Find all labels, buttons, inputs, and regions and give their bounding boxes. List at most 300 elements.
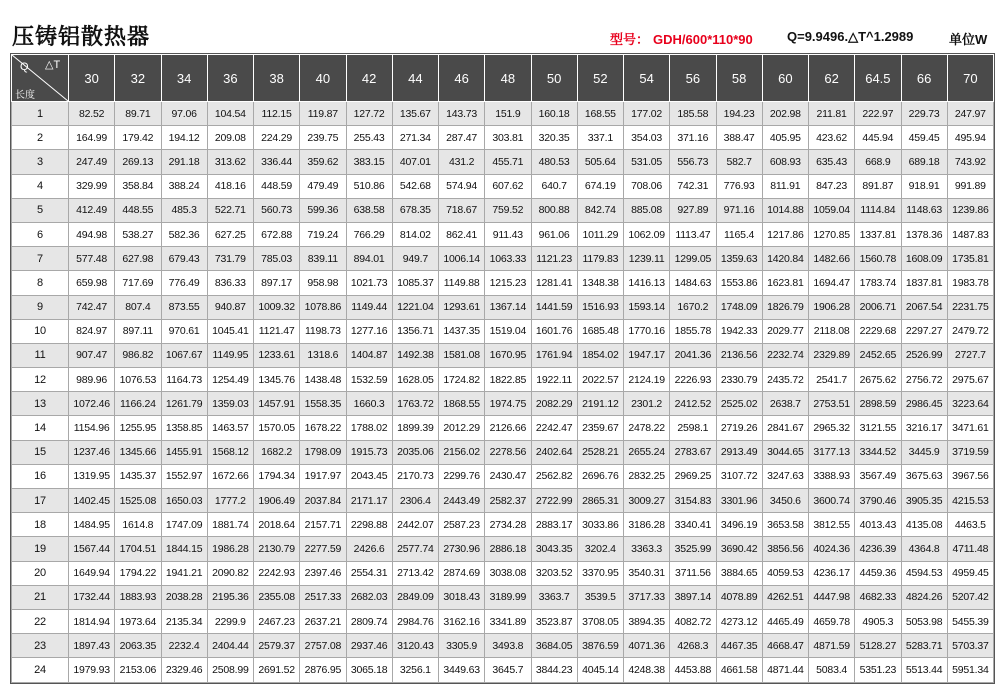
heat-value-cell: 229.73 [901,102,947,126]
heat-value-cell: 1685.48 [577,319,623,343]
heat-value-cell: 2757.08 [300,634,346,658]
heat-value-cell: 1525.08 [115,489,161,513]
heat-value-cell: 494.98 [69,222,115,246]
heat-value-cell: 4082.72 [670,609,716,633]
heat-value-cell: 522.71 [207,198,253,222]
row-length-cell: 16 [12,464,69,488]
row-length-cell: 24 [12,658,69,682]
heat-value-cell: 4905.3 [855,609,901,633]
heat-value-cell: 3600.74 [809,489,855,513]
heat-value-cell: 1761.94 [531,343,577,367]
page-title: 压铸铝散热器 [12,24,151,49]
heat-value-cell: 776.49 [161,271,207,295]
table-row [12,368,994,392]
heat-value-cell: 1404.87 [346,343,392,367]
heat-value-cell: 560.73 [254,198,300,222]
table-row [12,464,994,488]
heat-value-cell: 2730.96 [439,537,485,561]
heat-value-cell: 1822.85 [485,368,531,392]
heat-value-cell: 2675.62 [855,368,901,392]
heat-value-cell: 1059.04 [809,198,855,222]
heat-value-cell: 949.7 [392,247,438,271]
heat-value-cell: 1614.8 [115,513,161,537]
heat-value-cell: 4871.59 [809,634,855,658]
heat-value-cell: 1402.45 [69,489,115,513]
heat-value-cell: 1261.79 [161,392,207,416]
row-length-cell: 6 [12,222,69,246]
column-header-delta-t: 52 [577,55,623,102]
heat-value-cell: 1777.2 [207,489,253,513]
heat-value-cell: 2412.52 [670,392,716,416]
heat-value-cell: 2809.74 [346,609,392,633]
row-length-cell: 12 [12,368,69,392]
heat-value-cell: 320.35 [531,126,577,150]
heat-value-cell: 2082.29 [531,392,577,416]
model-info [610,29,753,48]
heat-value-cell: 1215.23 [485,271,531,295]
heat-value-cell: 627.25 [207,222,253,246]
heat-value-cell: 4236.17 [809,561,855,585]
heat-value-cell: 1337.81 [855,222,901,246]
table-row [12,222,994,246]
heat-value-cell: 3223.64 [947,392,993,416]
heat-value-cell: 164.99 [69,126,115,150]
heat-value-cell: 185.58 [670,102,716,126]
heat-value-cell: 4594.53 [901,561,947,585]
heat-value-cell: 1694.47 [809,271,855,295]
heat-value-cell: 1217.86 [762,222,808,246]
table-body [12,102,994,683]
heat-value-cell: 2157.71 [300,513,346,537]
heat-value-cell: 940.87 [207,295,253,319]
heat-value-cell: 907.47 [69,343,115,367]
heat-value-cell: 3344.52 [855,440,901,464]
heat-value-cell: 388.47 [716,126,762,150]
heat-value-cell: 1179.83 [577,247,623,271]
heat-value-cell: 329.99 [69,174,115,198]
heat-value-cell: 2232.4 [161,634,207,658]
heat-value-cell: 2226.93 [670,368,716,392]
column-header-delta-t: 70 [947,55,993,102]
heat-value-cell: 3567.49 [855,464,901,488]
heat-value-cell: 1979.93 [69,658,115,682]
heat-value-cell: 3450.6 [762,489,808,513]
column-header-delta-t: 36 [207,55,253,102]
heat-value-cell: 719.24 [300,222,346,246]
heat-value-cell: 1798.09 [300,440,346,464]
heat-value-cell: 2404.44 [207,634,253,658]
heat-value-cell: 1359.63 [716,247,762,271]
heat-value-cell: 168.55 [577,102,623,126]
row-length-cell: 18 [12,513,69,537]
heat-value-cell: 2278.56 [485,440,531,464]
row-length-cell: 3 [12,150,69,174]
row-length-cell: 9 [12,295,69,319]
column-header-delta-t: 42 [346,55,392,102]
heat-value-cell: 2756.72 [901,368,947,392]
heat-value-cell: 112.15 [254,102,300,126]
heat-value-cell: 445.94 [855,126,901,150]
heat-value-cell: 1299.05 [670,247,716,271]
heat-value-cell: 151.9 [485,102,531,126]
heat-value-cell: 3897.14 [670,585,716,609]
heat-value-cell: 4467.35 [716,634,762,658]
heat-value-cell: 2841.67 [762,416,808,440]
heat-value-cell: 1593.14 [624,295,670,319]
row-length-cell: 17 [12,489,69,513]
heat-value-cell: 659.98 [69,271,115,295]
heat-value-cell: 3812.55 [809,513,855,537]
heat-value-cell: 179.42 [115,126,161,150]
heat-value-cell: 2937.46 [346,634,392,658]
heat-value-cell: 1553.86 [716,271,762,295]
heat-value-cell: 423.62 [809,126,855,150]
table-row [12,295,994,319]
row-length-cell: 5 [12,198,69,222]
heat-value-cell: 418.16 [207,174,253,198]
heat-value-cell: 4659.78 [809,609,855,633]
row-length-cell: 13 [12,392,69,416]
heat-value-cell: 1221.04 [392,295,438,319]
heat-value-cell: 4078.89 [716,585,762,609]
heat-value-cell: 3189.99 [485,585,531,609]
row-length-cell: 15 [12,440,69,464]
heat-value-cell: 1974.75 [485,392,531,416]
heat-value-cell: 358.84 [115,174,161,198]
heat-value-cell: 1826.79 [762,295,808,319]
heat-value-cell: 127.72 [346,102,392,126]
heat-value-cell: 2067.54 [901,295,947,319]
row-length-cell: 22 [12,609,69,633]
heat-value-cell: 2329.46 [161,658,207,682]
heat-value-cell: 3708.05 [577,609,623,633]
table-row [12,513,994,537]
heat-value-cell: 4453.88 [670,658,716,682]
column-header-delta-t: 48 [485,55,531,102]
heat-value-cell: 1378.36 [901,222,947,246]
heat-value-cell: 2734.28 [485,513,531,537]
table-row [12,174,994,198]
heat-value-cell: 2153.06 [115,658,161,682]
heat-value-cell: 5083.4 [809,658,855,682]
heat-value-cell: 119.87 [300,102,346,126]
heat-value-cell: 1277.16 [346,319,392,343]
heat-value-cell: 1941.21 [161,561,207,585]
heat-value-cell: 1009.32 [254,295,300,319]
table-row [12,392,994,416]
heat-value-cell: 4262.51 [762,585,808,609]
heat-value-cell: 2232.74 [762,343,808,367]
heat-value-cell: 2719.26 [716,416,762,440]
heat-value-cell: 2006.71 [855,295,901,319]
heat-value-cell: 3719.59 [947,440,993,464]
heat-value-cell: 1704.51 [115,537,161,561]
heat-value-cell: 2156.02 [439,440,485,464]
row-length-cell: 19 [12,537,69,561]
heat-value-cell: 3653.58 [762,513,808,537]
heat-value-cell: 1670.95 [485,343,531,367]
heat-value-cell: 247.97 [947,102,993,126]
row-length-cell: 2 [12,126,69,150]
column-header-delta-t: 38 [254,55,300,102]
heat-value-cell: 1078.86 [300,295,346,319]
heat-value-cell: 2508.99 [207,658,253,682]
heat-value-cell: 674.19 [577,174,623,198]
heat-value-cell: 3894.35 [624,609,670,633]
heat-value-cell: 371.16 [670,126,716,150]
heat-value-cell: 1897.43 [69,634,115,658]
table-row [12,102,994,126]
heat-value-cell: 1516.93 [577,295,623,319]
heat-value-cell: 2041.36 [670,343,716,367]
heat-value-cell: 510.86 [346,174,392,198]
heat-value-cell: 3449.63 [439,658,485,682]
heat-value-cell: 1164.73 [161,368,207,392]
table-row [12,319,994,343]
heat-value-cell: 986.82 [115,343,161,367]
heat-value-cell: 3044.65 [762,440,808,464]
heat-value-cell: 143.73 [439,102,485,126]
column-header-delta-t: 50 [531,55,577,102]
heat-value-cell: 4215.53 [947,489,993,513]
table-row [12,537,994,561]
heat-value-cell: 635.43 [809,150,855,174]
heat-value-cell: 1149.95 [207,343,253,367]
heat-value-cell: 1747.09 [161,513,207,537]
heat-value-cell: 211.81 [809,102,855,126]
heat-value-cell: 1570.05 [254,416,300,440]
heat-value-cell: 2018.64 [254,513,300,537]
heat-value-cell: 1783.74 [855,271,901,295]
heat-value-cell: 2528.21 [577,440,623,464]
heat-value-cell: 1045.41 [207,319,253,343]
heat-value-cell: 3363.3 [624,537,670,561]
heat-value-cell: 1732.44 [69,585,115,609]
table-row [12,416,994,440]
heat-value-cell: 1942.33 [716,319,762,343]
heat-value-cell: 885.08 [624,198,670,222]
heat-value-cell: 2442.07 [392,513,438,537]
heat-value-cell: 3711.56 [670,561,716,585]
heat-value-cell: 2397.46 [300,561,346,585]
heat-value-cell: 455.71 [485,150,531,174]
heat-value-cell: 1881.74 [207,513,253,537]
heat-value-cell: 1463.57 [207,416,253,440]
heat-value-cell: 2638.7 [762,392,808,416]
heat-value-cell: 337.1 [577,126,623,150]
heat-value-cell: 2886.18 [485,537,531,561]
heat-value-cell: 303.81 [485,126,531,150]
heat-value-cell: 2452.65 [855,343,901,367]
heat-value-cell: 1484.95 [69,513,115,537]
heat-value-cell: 3645.7 [485,658,531,682]
heat-value-cell: 2330.79 [716,368,762,392]
heat-value-cell: 4135.08 [901,513,947,537]
heat-value-cell: 3496.19 [716,513,762,537]
heat-value-cell: 842.74 [577,198,623,222]
heat-value-cell: 1724.82 [439,368,485,392]
heat-value-cell: 1678.22 [300,416,346,440]
heat-value-cell: 448.55 [115,198,161,222]
heat-value-cell: 3540.31 [624,561,670,585]
heat-value-cell: 291.18 [161,150,207,174]
heat-value-cell: 743.92 [947,150,993,174]
heat-value-cell: 89.71 [115,102,161,126]
corner-length-label: 长度 [15,90,35,101]
heat-value-cell: 1293.61 [439,295,485,319]
heat-value-cell: 2297.27 [901,319,947,343]
heat-value-cell: 1492.38 [392,343,438,367]
heat-value-cell: 3884.65 [716,561,762,585]
heat-value-cell: 1121.47 [254,319,300,343]
column-header-delta-t: 34 [161,55,207,102]
heat-value-cell: 2783.67 [670,440,716,464]
corner-q-label: Q [20,61,29,73]
heat-value-cell: 255.43 [346,126,392,150]
heat-value-cell: 1947.17 [624,343,670,367]
heat-value-cell: 2124.19 [624,368,670,392]
heat-value-cell: 5283.71 [901,634,947,658]
heat-value-cell: 1345.66 [115,440,161,464]
heat-value-cell: 599.36 [300,198,346,222]
heat-value-cell: 668.9 [855,150,901,174]
heat-value-cell: 1484.63 [670,271,716,295]
heat-value-cell: 479.49 [300,174,346,198]
heat-value-cell: 4364.8 [901,537,947,561]
heat-value-cell: 3162.16 [439,609,485,633]
heat-value-cell: 2883.17 [531,513,577,537]
heat-value-cell: 480.53 [531,150,577,174]
heat-value-cell: 961.06 [531,222,577,246]
heat-value-cell: 608.93 [762,150,808,174]
heat-value-cell: 731.79 [207,247,253,271]
heat-value-cell: 485.3 [161,198,207,222]
heat-value-cell: 160.18 [531,102,577,126]
heat-value-cell: 3186.28 [624,513,670,537]
row-length-cell: 7 [12,247,69,271]
heat-value-cell: 3493.8 [485,634,531,658]
heat-value-cell: 194.12 [161,126,207,150]
heat-value-cell: 2242.93 [254,561,300,585]
heat-value-cell: 1794.22 [115,561,161,585]
heat-value-cell: 222.97 [855,102,901,126]
heat-value-cell: 3202.4 [577,537,623,561]
heat-value-cell: 1067.67 [161,343,207,367]
heat-value-cell: 1345.76 [254,368,300,392]
heat-value-cell: 412.49 [69,198,115,222]
heat-value-cell: 824.97 [69,319,115,343]
heat-value-cell: 2849.09 [392,585,438,609]
heat-value-cell: 1650.03 [161,489,207,513]
heat-value-cell: 1601.76 [531,319,577,343]
heat-value-cell: 1906.28 [809,295,855,319]
heat-value-cell: 542.68 [392,174,438,198]
heat-value-cell: 2965.32 [809,416,855,440]
heat-value-cell: 2655.24 [624,440,670,464]
heat-value-cell: 3301.96 [716,489,762,513]
row-length-cell: 1 [12,102,69,126]
heat-value-cell: 313.62 [207,150,253,174]
heat-value-cell: 4711.48 [947,537,993,561]
heat-value-cell: 531.05 [624,150,670,174]
heat-value-cell: 224.29 [254,126,300,150]
heat-value-cell: 1558.35 [300,392,346,416]
heat-value-cell: 1281.41 [531,271,577,295]
heat-value-cell: 1085.37 [392,271,438,295]
heat-value-cell: 448.59 [254,174,300,198]
heat-value-cell: 2306.4 [392,489,438,513]
heat-value-cell: 807.4 [115,295,161,319]
heat-value-cell: 5351.23 [855,658,901,682]
heat-value-cell: 3523.87 [531,609,577,633]
heat-value-cell: 239.75 [300,126,346,150]
heat-value-cell: 2691.52 [254,658,300,682]
heat-value-cell: 2832.25 [624,464,670,488]
heat-value-cell: 2443.49 [439,489,485,513]
heat-value-cell: 2022.57 [577,368,623,392]
heat-value-cell: 1868.55 [439,392,485,416]
heat-value-cell: 800.88 [531,198,577,222]
heat-value-cell: 2696.76 [577,464,623,488]
heat-value-cell: 1906.49 [254,489,300,513]
heat-value-cell: 1560.78 [855,247,901,271]
heat-value-cell: 3065.18 [346,658,392,682]
heat-value-cell: 2035.06 [392,440,438,464]
heat-value-cell: 4013.43 [855,513,901,537]
row-length-cell: 14 [12,416,69,440]
column-header-delta-t: 30 [69,55,115,102]
heat-value-cell: 1770.16 [624,319,670,343]
heat-value-cell: 1348.38 [577,271,623,295]
heat-value-cell: 2195.36 [207,585,253,609]
heat-value-cell: 1358.85 [161,416,207,440]
heat-value-cell: 2541.7 [809,368,855,392]
heat-value-cell: 1487.83 [947,222,993,246]
heat-value-cell: 2975.67 [947,368,993,392]
heat-value-cell: 1788.02 [346,416,392,440]
heat-value-cell: 3539.5 [577,585,623,609]
heat-value-cell: 2299.9 [207,609,253,633]
row-length-cell: 11 [12,343,69,367]
column-header-delta-t: 44 [392,55,438,102]
heat-value-cell: 1682.2 [254,440,300,464]
heat-value-cell: 2435.72 [762,368,808,392]
heat-value-cell: 3043.35 [531,537,577,561]
heat-value-cell: 3790.46 [855,489,901,513]
heat-value-cell: 3717.33 [624,585,670,609]
table-row [12,609,994,633]
heat-value-cell: 4661.58 [716,658,762,682]
heat-value-cell: 459.45 [901,126,947,150]
heat-value-cell: 2876.95 [300,658,346,682]
heat-value-cell: 2038.28 [161,585,207,609]
heat-value-cell: 836.33 [207,271,253,295]
heat-value-cell: 1148.63 [901,198,947,222]
heat-value-cell: 766.29 [346,222,392,246]
heat-value-cell: 873.55 [161,295,207,319]
heat-value-cell: 4871.44 [762,658,808,682]
heat-value-cell: 3107.72 [716,464,762,488]
model-value: GDH/600*110*90 [653,32,753,47]
heat-value-cell: 271.34 [392,126,438,150]
heat-value-cell: 2130.79 [254,537,300,561]
heat-value-cell: 4236.39 [855,537,901,561]
heat-value-cell: 2898.59 [855,392,901,416]
heat-value-cell: 776.93 [716,174,762,198]
row-length-cell: 23 [12,634,69,658]
heat-value-cell: 405.95 [762,126,808,150]
heat-value-cell: 1854.02 [577,343,623,367]
